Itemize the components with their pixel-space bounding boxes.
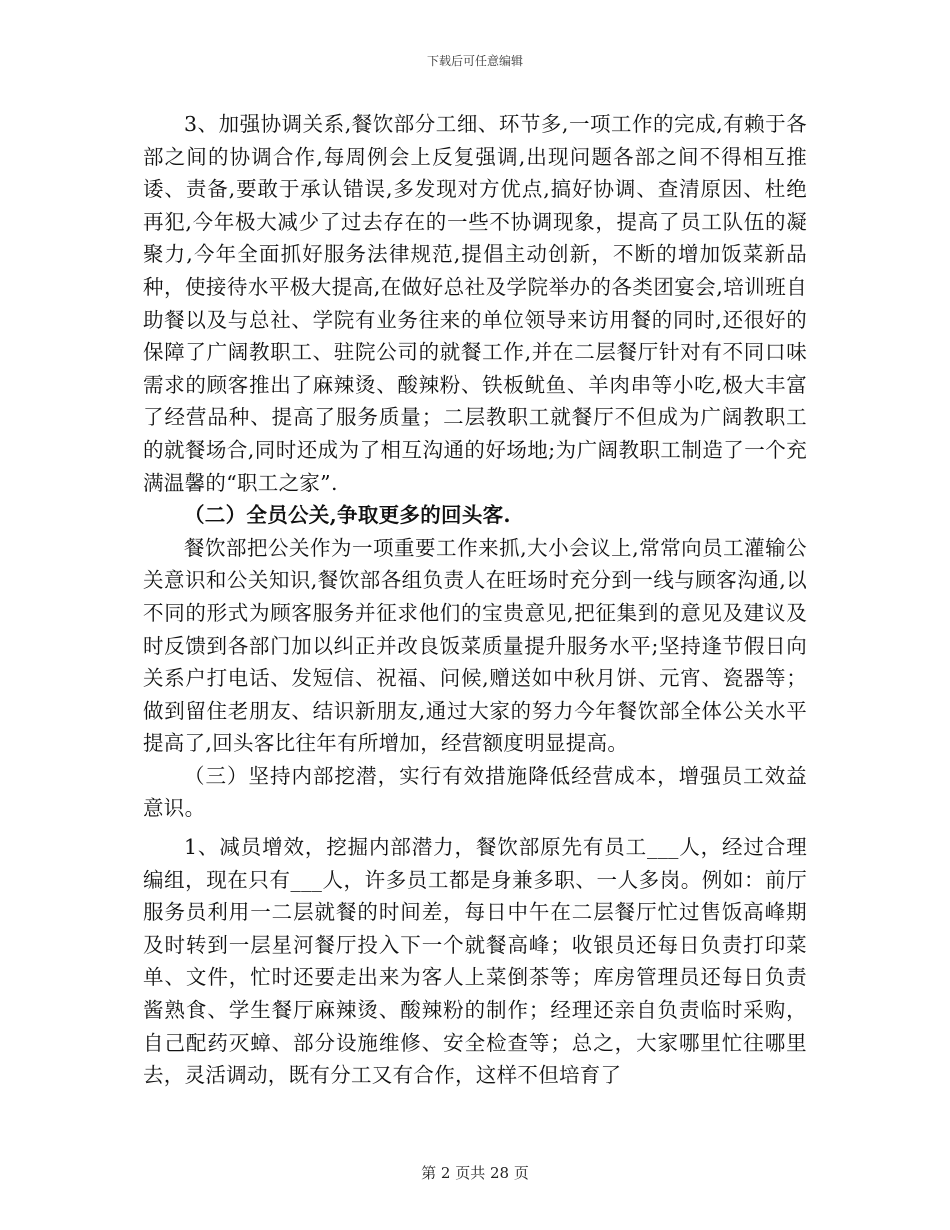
section-heading-public-relations: （二）全员公关,争取更多的回头客.: [184, 503, 511, 528]
header-editable-note: 下载后可任意编辑: [426, 54, 523, 68]
paragraph-public-relations: 餐饮部把公关作为一项重要工作来抓,大小会议上,常常向员工灌输公关意识和公关知识,餐饮部各组负责人在旺场时充分到一线与顾客沟通,以不同的形式为顾客服务并征求他们的宝贵意见,把征集到的意见及建议及时反馈到各部门加以纠正并改良饭菜质量提升服务水平;坚持逢节假日向关系户打电话、发短信、祝福、问候,赠送如中秋月饼、元宵、瓷器等；做到留住老朋友、结识新朋友,通过大家的努力今年餐饮部全体公关水平提高了,回头客比往年有所增加，经营额度明显提高。: [143, 535, 807, 756]
page-number: 第 2 页共 28 页: [421, 1164, 529, 1182]
document-body: [143, 108, 807, 1092]
paragraph-staff-efficiency: 1、减员增效，挖掘内部潜力，餐饮部原先有员工___人，经过合理编组，现在只有___人，许多员工都是身兼多职、一人多岗。例如：前厅服务员利用一二层就餐的时间差，每日中午在二层餐厅忙过售饭高峰期及时转到一层星河餐厅投入下一个就餐高峰；收银员还每日负责打印菜单、文件，忙时还要走出来为客人上菜倒茶等；库房管理员还每日负责酱熟食、学生餐厅麻辣烫、酸辣粉的制作；经理还亲自负责临时采购，自己配药灭蟑、部分设施维修、安全检查等；总之，大家哪里忙往哪里去，灵活调动，既有分工又有合作，这样不但培育了: [143, 835, 807, 1088]
paragraph-coordination: 3、加强协调关系,餐饮部分工细、环节多,一项工作的完成,有赖于各部之间的协调合作,每周例会上反复强调,出现问题各部之间不得相互推诿、责备,要敢于承认错误,多发现对方优点,搞好协调、查清原因、杜绝再犯,今年极大减少了过去存在的一些不协调现象，提高了员工队伍的凝聚力,今年全面抓好服务法律规范,提倡主动创新，不断的增加饭菜新品种，使接待水平极大提高,在做好总社及学院举办的各类团宴会,培训班自助餐以及与总社、学院有业务往来的单位领导来访用餐的同时,还很好的保障了广阔教职工、驻院公司的就餐工作,并在二层餐厅针对有不同口味需求的顾客推出了麻辣烫、酸辣粉、铁板鱿鱼、羊肉串等小吃,极大丰富了经营品种、提高了服务质量；二层教职工就餐厅不但成为广阔教职工的就餐场合,同时还成为了相互沟通的好场地;为广阔教职工制造了一个充满温馨的“职工之家”.: [143, 112, 807, 495]
section-heading-cost-reduction: （三）坚持内部挖潜，实行有效措施降低经营成本，增强员工效益意识。: [143, 763, 807, 821]
